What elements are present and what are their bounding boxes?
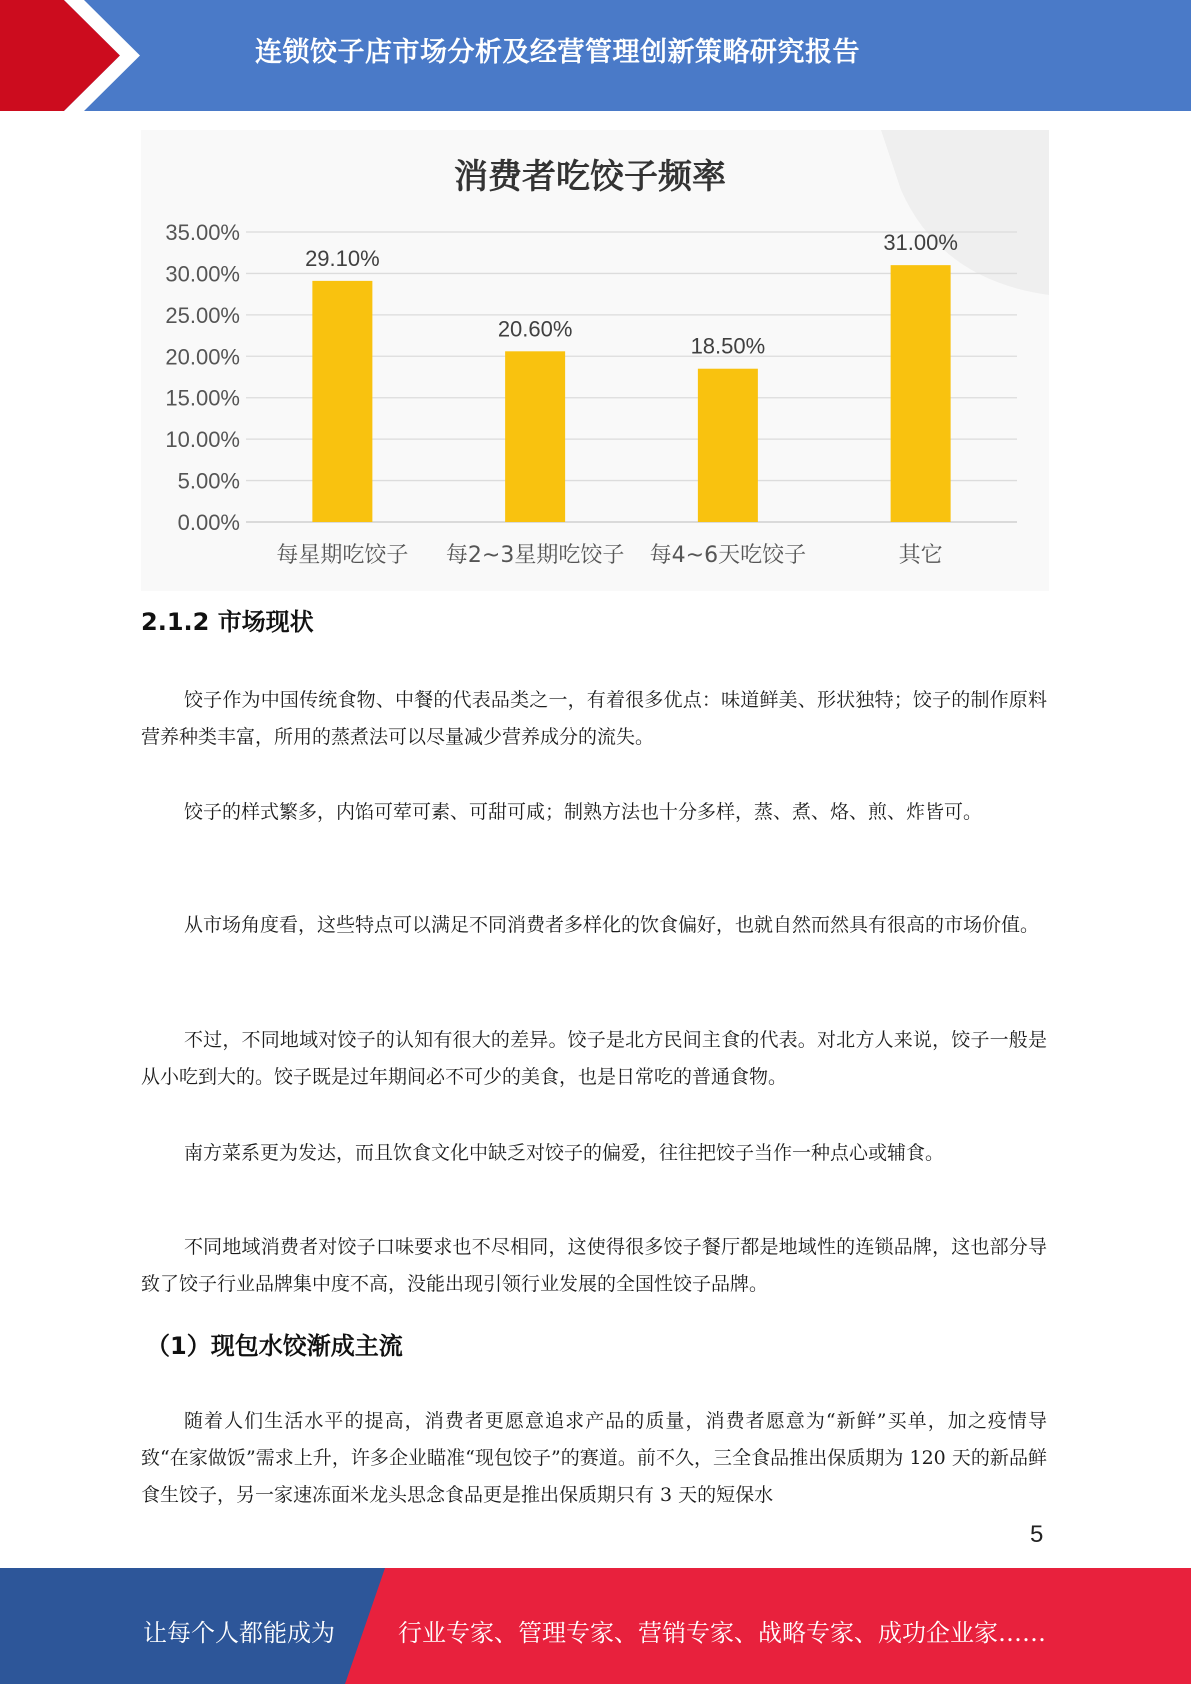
y-tick-label: 10.00%: [165, 427, 240, 453]
x-category-label: 每2~3星期吃饺子: [445, 543, 625, 568]
y-tick-label: 20.00%: [165, 344, 240, 370]
x-axis-labels: [276, 543, 942, 568]
section-heading: 2.1.2 市场现状: [141, 608, 314, 636]
bar: [891, 265, 951, 522]
footer-slogan-right: 行业专家、管理专家、营销专家、战略专家、成功企业家……: [398, 1619, 1046, 1647]
page-number: 5: [1030, 1521, 1044, 1548]
y-tick-label: 35.00%: [165, 220, 240, 245]
bar-value-label: 18.50%: [690, 333, 766, 359]
x-category-label: 每星期吃饺子: [276, 543, 409, 568]
paragraph: 随着人们生活水平的提高，消费者更愿意追求产品的质量，消费者愿意为“新鲜”买单，加之疫情导致“在家做饭”需求上升，许多企业瞄准“现包饺子”的赛道。前不久，三全食品推出保质期为 120 天的新品鲜食生饺子，另一家速冻面米龙头思念食品更是推出保质期只有 3 天的短保水: [141, 1410, 1047, 1506]
bar-chart: [141, 130, 1049, 591]
paragraph: 饺子的样式繁多，内馅可荤可素、可甜可咸；制熟方法也十分多样，蒸、煮、烙、煎、炸皆可。: [184, 801, 983, 823]
document-title: 连锁饺子店市场分析及经营管理创新策略研究报告: [255, 37, 860, 68]
bar-value-label: 20.60%: [497, 316, 573, 342]
paragraph: 不过，不同地域对饺子的认知有很大的差异。饺子是北方民间主食的代表。对北方人来说，饺子一般是从小吃到大的。饺子既是过年期间必不可少的美食，也是日常吃的普通食物。: [141, 1029, 1047, 1088]
footer-slogan-left: 让每个人都能成为: [143, 1619, 335, 1647]
y-tick-label: 5.00%: [177, 468, 240, 494]
bar: [312, 281, 372, 522]
chart-title: 消费者吃饺子频率: [454, 157, 726, 197]
x-category-label: 每4~6天吃饺子: [649, 543, 807, 568]
chart-canvas: [141, 130, 1049, 591]
y-tick-label: 15.00%: [165, 385, 240, 411]
y-axis-ticks: [165, 220, 240, 535]
subsection-heading: （1）现包水饺渐成主流: [146, 1332, 403, 1360]
paragraph: 从市场角度看，这些特点可以满足不同消费者多样化的饮食偏好，也就自然而然具有很高的市场价值。: [184, 914, 1040, 936]
paragraph: 南方菜系更为发达，而且饮食文化中缺乏对饺子的偏爱，往往把饺子当作一种点心或辅食。: [184, 1142, 945, 1164]
bars: [312, 265, 950, 522]
paragraph: 饺子作为中国传统食物、中餐的代表品类之一，有着很多优点：味道鲜美、形状独特；饺子的制作原料营养种类丰富，所用的蒸煮法可以尽量减少营养成分的流失。: [141, 689, 1047, 748]
paragraph: 不同地域消费者对饺子口味要求也不尽相同，这使得很多饺子餐厅都是地域性的连锁品牌，这也部分导致了饺子行业品牌集中度不高，没能出现引领行业发展的全国性饺子品牌。: [141, 1236, 1047, 1295]
bar: [698, 369, 758, 522]
bar: [505, 351, 565, 522]
bar-value-label: 31.00%: [883, 230, 958, 256]
bar-value-labels: [305, 230, 958, 359]
page-footer: [0, 1568, 1191, 1684]
page-header: [0, 0, 1191, 111]
bar-value-label: 29.10%: [305, 245, 380, 271]
y-tick-label: 25.00%: [165, 302, 240, 328]
header-arrow-decoration: [0, 0, 160, 111]
x-category-label: 其它: [898, 543, 943, 568]
y-tick-label: 30.00%: [165, 261, 240, 287]
y-tick-label: 0.00%: [177, 510, 240, 535]
